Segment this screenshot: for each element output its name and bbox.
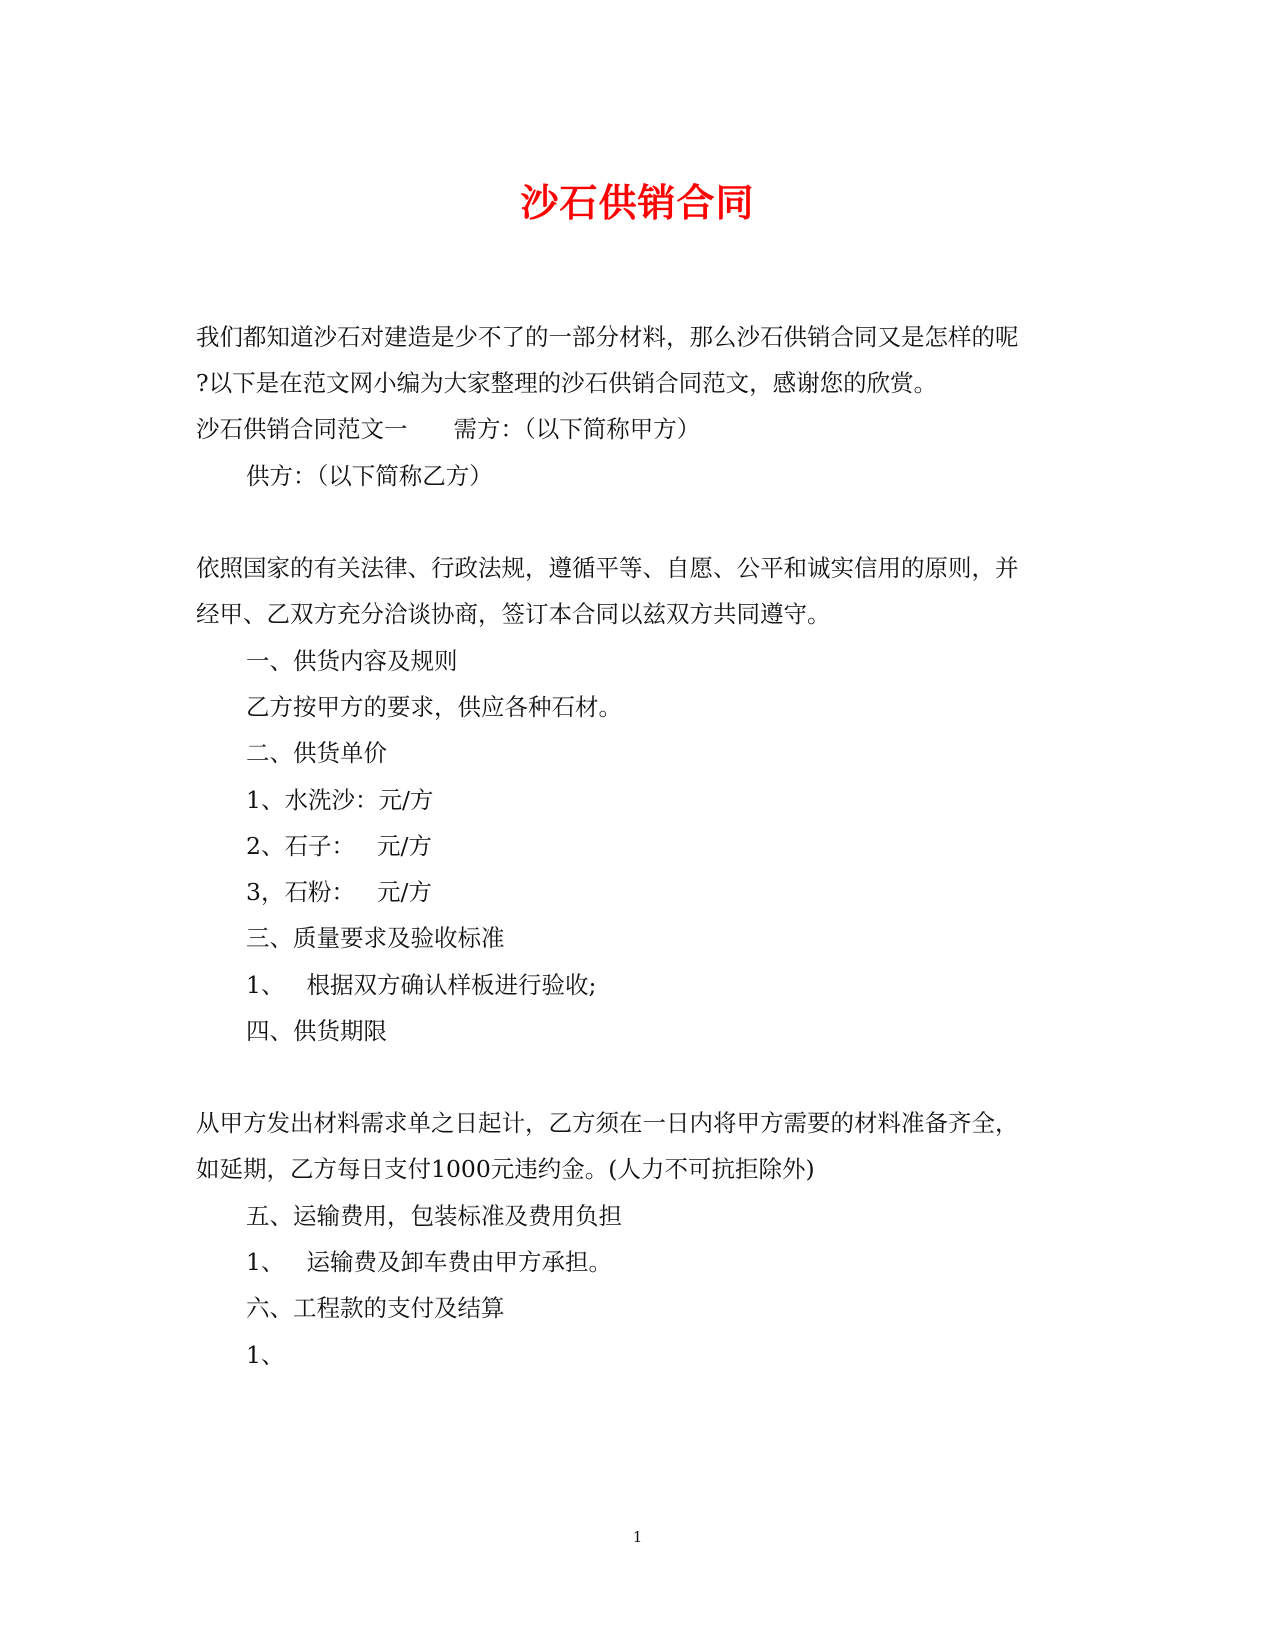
transport-item-1-number: 1、 (246, 1248, 285, 1276)
section-5-heading: 五、运输费用，包装标准及费用负担 (246, 1202, 622, 1230)
section-1-text: 乙方按甲方的要求，供应各种石材。 (246, 693, 622, 721)
document-title: 沙石供销合同 (520, 180, 755, 225)
section-4-heading: 四、供货期限 (246, 1017, 387, 1045)
transport-item-1 (246, 1247, 612, 1277)
intro-line-2: ?以下是在范文网小编为大家整理的沙石供销合同范文，感谢您的欣赏。 (196, 369, 938, 397)
page-number: 1 (632, 1528, 643, 1546)
basis-line-1: 依照国家的有关法律、行政法规，遵循平等、自愿、公平和诚实信用的原则，并 (196, 554, 1019, 582)
basis-line-2: 经甲、乙双方充分洽谈协商，签订本合同以兹双方共同遵守。 (196, 600, 831, 628)
section-3-heading: 三、质量要求及验收标准 (246, 924, 505, 952)
section-1-heading: 一、供货内容及规则 (246, 647, 458, 675)
term-line-1: 从甲方发出材料需求单之日起计，乙方须在一日内将甲方需要的材料准备齐全， (196, 1109, 1019, 1137)
demand-party: 需方：（以下简称甲方） (453, 415, 701, 443)
intro-line-1: 我们都知道沙石对建造是少不了的一部分材料，那么沙石供销合同又是怎样的呢 (196, 323, 1019, 351)
price-item-2-label: 2、石子： (246, 832, 355, 860)
section-2-heading: 二、供货单价 (246, 739, 387, 767)
supply-party: 供方：（以下简称乙方） (246, 462, 493, 490)
parties-line (196, 414, 700, 444)
price-item-3-unit: 元/方 (376, 878, 432, 906)
quality-item-1-number: 1、 (246, 971, 285, 999)
transport-item-1-text: 运输费及卸车费由甲方承担。 (306, 1248, 612, 1276)
section-6-heading: 六、工程款的支付及结算 (246, 1294, 505, 1322)
price-item-3-label: 3，石粉： (246, 878, 355, 906)
price-item-3 (246, 877, 432, 907)
quality-item-1-text: 根据双方确认样板进行验收; (306, 971, 597, 999)
price-item-1: 1、水洗沙：元/方 (246, 786, 434, 814)
price-item-2-unit: 元/方 (376, 832, 432, 860)
term-line-2: 如延期，乙方每日支付1000元违约金。(人力不可抗拒除外) (196, 1155, 815, 1183)
quality-item-1 (246, 970, 596, 1000)
sample-title: 沙石供销合同范文一 (196, 415, 408, 443)
payment-item-1-number: 1、 (246, 1341, 285, 1369)
price-item-2 (246, 831, 432, 861)
